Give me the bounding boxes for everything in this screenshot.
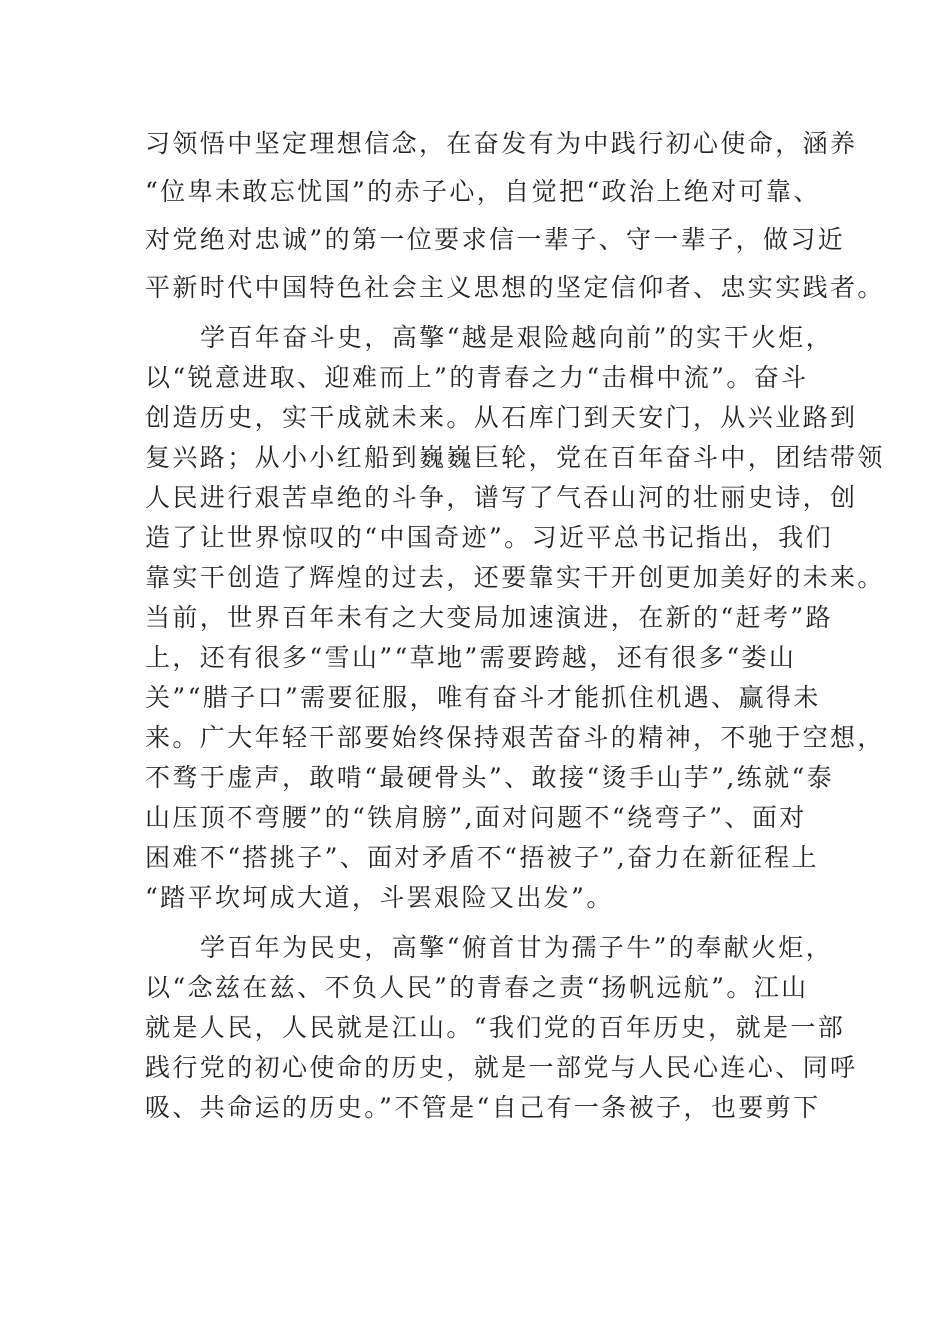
text-line: 平新时代中国特色社会主义思想的坚定信仰者、忠实实践者。 <box>145 273 885 302</box>
text-line: 创造历史，实干成就未来。从石库门到天安门，从兴业路到 <box>145 403 858 432</box>
text-line: 对党绝对忠诚”的第一位要求信一辈子、守一辈子，做习近 <box>145 225 846 254</box>
text-line: 践行党的初心使命的历史，就是一部党与人民心连心、同呼 <box>145 1053 858 1082</box>
text-line: 人民进行艰苦卓绝的斗争，谱写了气吞山河的壮丽史诗，创 <box>145 483 858 512</box>
text-line: 习领悟中坚定理想信念，在奋发有为中践行初心使命，涵养 <box>145 129 858 158</box>
text-line: 以“念兹在兹、不负人民”的青春之责“扬帆远航”。江山 <box>145 973 809 1002</box>
text-line: 困难不“搭挑子”、面对矛盾不“捂被子”,奋力在新征程上 <box>145 843 819 872</box>
paragraph-start-line: 学百年奋斗史，高擎“越是艰险越向前”的实干火炬， <box>200 323 834 352</box>
text-line: 来。广大年轻干部要始终保持艰苦奋斗的精神，不驰于空想， <box>145 723 885 752</box>
text-line: “位卑未敢忘忧国”的赤子心，自觉把“政治上绝对可靠、 <box>145 177 821 206</box>
text-line: 造了让世界惊叹的“中国奇迹”。习近平总书记指出，我们 <box>145 523 833 552</box>
paragraph-start-line: 学百年为民史，高擎“俯首甘为孺子牛”的奉献火炬， <box>200 933 834 962</box>
text-line: 当前，世界百年未有之大变局加速演进，在新的“赶考”路 <box>145 603 833 632</box>
text-line: “踏平坎坷成大道，斗罢艰险又出发”。 <box>145 883 614 912</box>
text-line: 就是人民，人民就是江山。“我们党的百年历史，就是一部 <box>145 1013 846 1042</box>
text-line: 靠实干创造了辉煌的过去，还要靠实干开创更加美好的未来。 <box>145 563 885 592</box>
text-line: 山压顶不弯腰”的“铁肩膀”,面对问题不“绕弯子”、面对 <box>145 803 807 832</box>
text-line: 以“锐意进取、迎难而上”的青春之力“击楫中流”。奋斗 <box>145 363 809 392</box>
text-line: 关”“腊子口”需要征服，唯有奋斗才能抓住机遇、赢得未 <box>145 683 821 712</box>
text-line: 吸、共命运的历史。”不管是“自己有一条被子，也要剪下 <box>145 1093 821 1122</box>
text-line: 复兴路；从小小红船到巍巍巨轮，党在百年奋斗中，团结带领 <box>145 443 885 472</box>
text-line: 上，还有很多“雪山”“草地”需要跨越，还有很多“娄山 <box>145 643 797 672</box>
text-line: 不骛于虚声，敢啃“最硬骨头”、敢接“烫手山芋”,练就“泰 <box>145 763 835 792</box>
